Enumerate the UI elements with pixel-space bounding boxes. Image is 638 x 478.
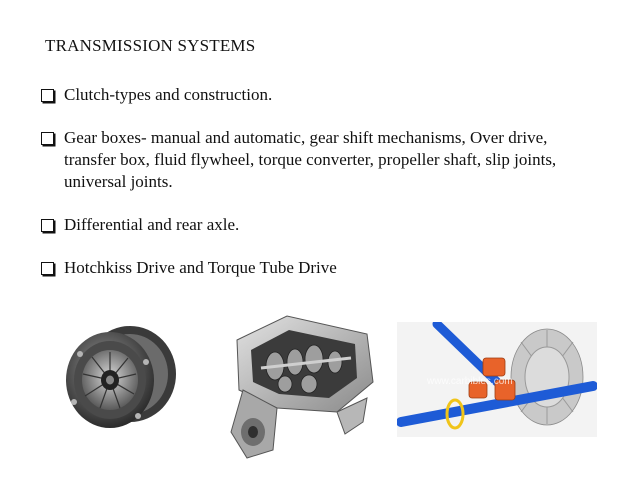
bullet-text: Differential and rear axle. bbox=[64, 215, 240, 234]
checkbox-bullet-icon bbox=[41, 89, 54, 102]
slide-title: TRANSMISSION SYSTEMS bbox=[45, 36, 256, 55]
clutch-assembly-image bbox=[60, 322, 178, 434]
bullet-text: Gear boxes- manual and automatic, gear shift mechanisms, Over drive, transfer box, fluid flywheel, torque converter, propeller shaft, slip joints, universal joints. bbox=[64, 128, 557, 191]
checkbox-bullet-icon bbox=[41, 219, 54, 232]
bullet-text: Clutch-types and construction. bbox=[64, 85, 273, 104]
checkbox-bullet-icon bbox=[41, 132, 54, 145]
bullet-list bbox=[41, 84, 601, 279]
image-watermark: www.carbibles.com bbox=[427, 376, 513, 387]
bullet-item bbox=[41, 257, 601, 279]
differential-diagram-image bbox=[397, 322, 597, 437]
bullet-item bbox=[41, 127, 601, 193]
bullet-item bbox=[41, 84, 601, 106]
bullet-item bbox=[41, 214, 601, 236]
checkbox-bullet-icon bbox=[41, 262, 54, 275]
bullet-text: Hotchkiss Drive and Torque Tube Drive bbox=[64, 258, 337, 277]
gearbox-cutaway-image bbox=[217, 312, 379, 462]
